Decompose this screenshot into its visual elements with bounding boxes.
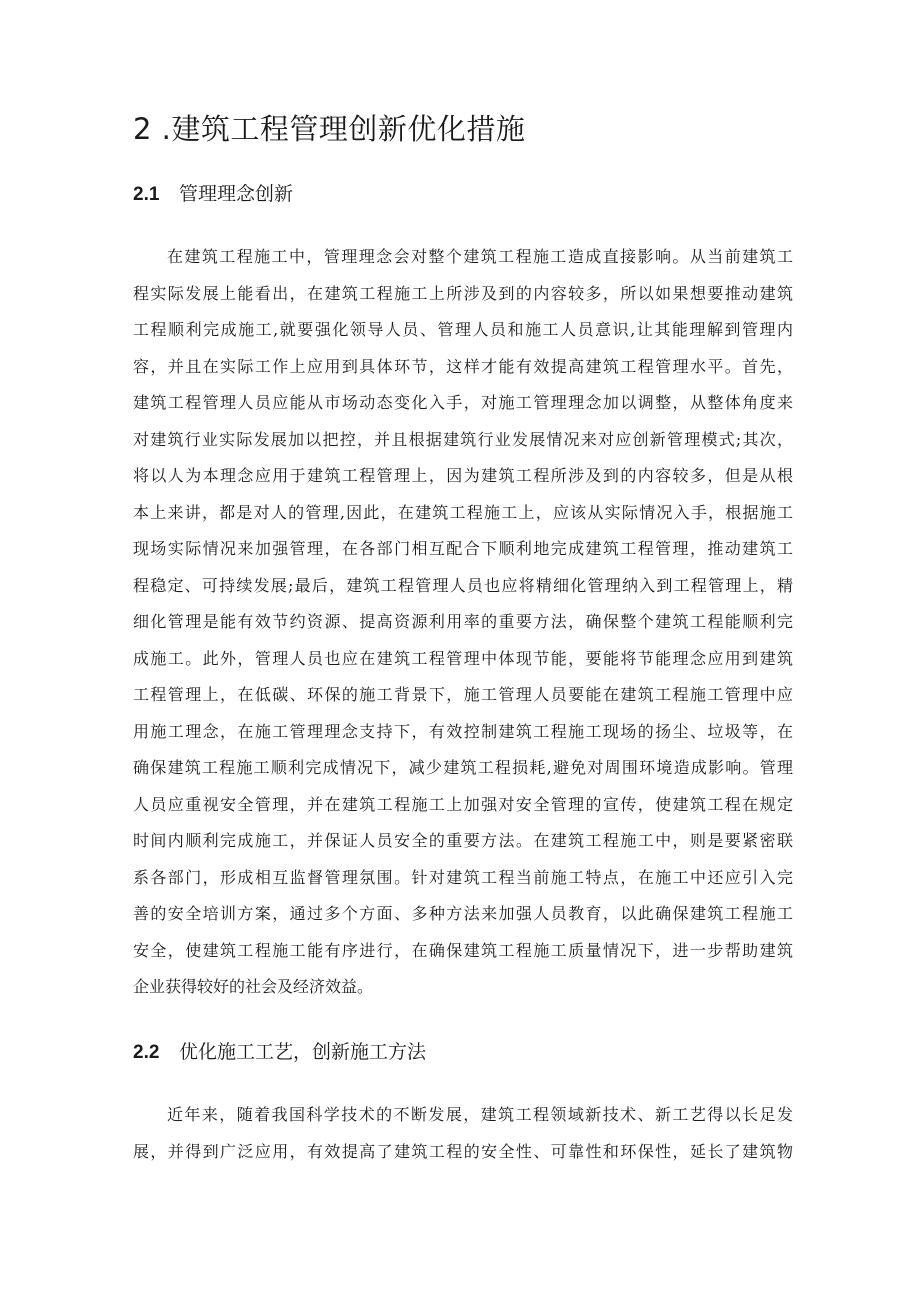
paragraph-line: 确保建筑工程施工顺利完成情况下，减少建筑工程损耗,避免对周围环境造成影响。管理: [133, 758, 793, 777]
section-heading-2-1: [133, 179, 293, 210]
paragraph-construction-methods: [133, 1097, 793, 1170]
section-heading-2-2: [133, 1037, 426, 1068]
paragraph-line: 将以人为本理念应用于建筑工程管理上，因为建筑工程所涉及到的内容较多，但是从根: [133, 466, 793, 485]
paragraph-management-concept: [133, 239, 793, 1006]
paragraph-line: 时间内顺利完成施工，并保证人员安全的重要方法。在建筑工程施工中，则是要紧密联: [133, 831, 793, 850]
paragraph-line: 容，并且在实际工作上应用到具体环节，这样才能有效提高建筑工程管理水平。首先，: [133, 356, 793, 376]
paragraph-line: 现场实际情况来加强管理，在各部门相互配合下顺利地完成建筑工程管理，推动建筑工: [133, 539, 793, 558]
paragraph-line: 对建筑行业实际发展加以把控，并且根据建筑行业发展情况来对应创新管理模式;其次，: [133, 429, 793, 449]
paragraph-line: 程实际发展上能看出，在建筑工程施工上所涉及到的内容较多，所以如果想要推动建筑: [133, 283, 793, 303]
paragraph-line: 人员应重视安全管理，并在建筑工程施工上加强对安全管理的宣传，使建筑工程在规定: [133, 794, 793, 814]
section-title: 优化施工工艺，创新施工方法: [179, 1041, 427, 1063]
paragraph-line: 企业获得较好的社会及经济效益。: [133, 977, 374, 996]
section-number: 2.2: [133, 1042, 160, 1063]
paragraph-line: 近年来，随着我国科学技术的不断发展，建筑工程领域新技术、新工艺得以长足发: [167, 1105, 793, 1124]
paragraph-line: 细化管理是能有效节约资源、提高资源利用率的重要方法，确保整个建筑工程能顺利完: [133, 612, 793, 631]
paragraph-line: 安全，使建筑工程施工能有序进行，在确保建筑工程施工质量情况下，进一步帮助建筑: [133, 940, 793, 960]
section-number: 2.1: [133, 184, 160, 205]
paragraph-line: 建筑工程管理人员应能从市场动态变化入手，对施工管理理念加以调整，从整体角度来: [133, 393, 793, 412]
paragraph-line: 程稳定、可持续发展;最后，建筑工程管理人员也应将精细化管理纳入到工程管理上，精: [133, 575, 793, 595]
paragraph-line: 善的安全培训方案，通过多个方面、多种方法来加强人员教育，以此确保建筑工程施工: [133, 904, 793, 923]
main-heading: 2 .建筑工程管理创新优化措施: [133, 112, 526, 146]
paragraph-line: 用施工理念，在施工管理理念支持下，有效控制建筑工程施工现场的扬尘、垃圾等，在: [133, 721, 793, 741]
paragraph-line: 工程管理上，在低碳、环保的施工背景下，施工管理人员要能在建筑工程施工管理中应: [133, 685, 793, 704]
paragraph-line: 在建筑工程施工中，管理理念会对整个建筑工程施工造成直接影响。从当前建筑工: [167, 247, 793, 266]
paragraph-line: 本上来讲，都是对人的管理,因此，在建筑工程施工上，应该从实际情况入手，根据施工: [133, 502, 793, 522]
paragraph-line: 成施工。此外，管理人员也应在建筑工程管理中体现节能，要能将节能理念应用到建筑: [133, 648, 793, 668]
paragraph-line: 展，并得到广泛应用，有效提高了建筑工程的安全性、可靠性和环保性，延长了建筑物: [133, 1141, 793, 1161]
paragraph-line: 系各部门，形成相互监督管理氛围。针对建筑工程当前施工特点，在施工中还应引入完: [133, 867, 793, 887]
paragraph-line: 工程顺利完成施工,就要强化领导人员、管理人员和施工人员意识,让其能理解到管理内: [133, 320, 793, 339]
section-title: 管理理念创新: [179, 183, 294, 205]
